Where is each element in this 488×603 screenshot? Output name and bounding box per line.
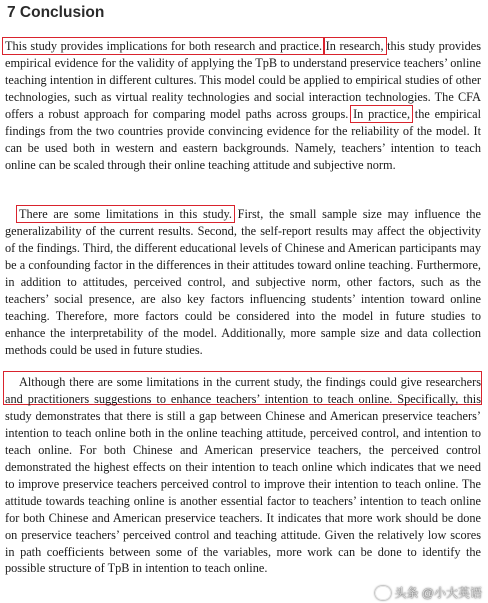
watermark xyxy=(375,584,482,601)
highlight-suggestions: Although there are some limitations in the current study, the findings could give researchers and practitioners suggestions to enhance teachers’ intention to teach xyxy=(5,375,481,406)
paragraph-text: this study provides empirical evidence for the validity of applying the TpB to understand preservice teachers’ online teaching intention in different cultures. This model could be applied to empirical studies of other technologies, such as virtual reality technologies and social interaction technologies. The CFA offers a robust approach for comparing model paths across groups. xyxy=(5,39,481,121)
highlight-implications: This study provides implications for both research and practice. xyxy=(5,39,323,53)
paragraph-limitations xyxy=(5,206,481,359)
chat-bubble-icon xyxy=(375,586,391,600)
paragraph-suggestions xyxy=(5,374,481,577)
highlight-in-research: In research, xyxy=(325,39,384,53)
paragraph-text: online. Specifically, this study demonstrates that there is still a gap between Chinese and American preservice teachers’ intention to teach online both in the online teaching attitude, perceived control, and intention to teach online. For both Chinese and American preservice teachers, the perceived control demonstrated the highest effects on their intention to teach online which indicates that we need to improve preservice teachers perceived control to improve their intention to teach online. The attitude towards teaching online is another essential factor to teachers’ intention to teach online for both Chinese and American preservice teachers. It indicates that more work should be done on preservice teachers’ perceived control and teaching attitude. Given the relatively low scores in path coefficients between some of the variables, more work can be done to identify the possible structure of TpB in intention to teach online. xyxy=(5,391,481,576)
paragraph-implications xyxy=(5,38,481,174)
watermark-text: 头条 @小大英语 xyxy=(394,586,482,600)
paragraph-text: First, the small sample size may influence the generalizability of the current results. Second, the self-report results may affect the objectivity of the findings. Third, the different educational levels of Chinese and American participants may be a confounding factor in the differences in their attitudes toward online teaching. Furthermore, in addition to attitudes, perceived control, and subjective norm, other factors, such as the teachers’ social presence, are also key factors influencing students’ intention toward online teaching. Therefore, more factors could be considered into the model in future studies to enhance the interpretability of the model. Additionally, more sample size and data collection methods could be used in future studies. xyxy=(5,207,481,357)
highlight-in-practice: In practice, xyxy=(353,106,411,121)
section-heading: 7 Conclusion xyxy=(7,4,105,21)
highlight-limitations: There are some limitations in this study. xyxy=(19,207,232,221)
paragraph-text: the empirical findings from the two countries provide convincing evidence for the reliability of the model. It can be used both in western and eastern backgrounds. Namely, teachers’ intention to teach online can be scaled through their online teaching attitude and subjective norm. xyxy=(5,106,482,172)
